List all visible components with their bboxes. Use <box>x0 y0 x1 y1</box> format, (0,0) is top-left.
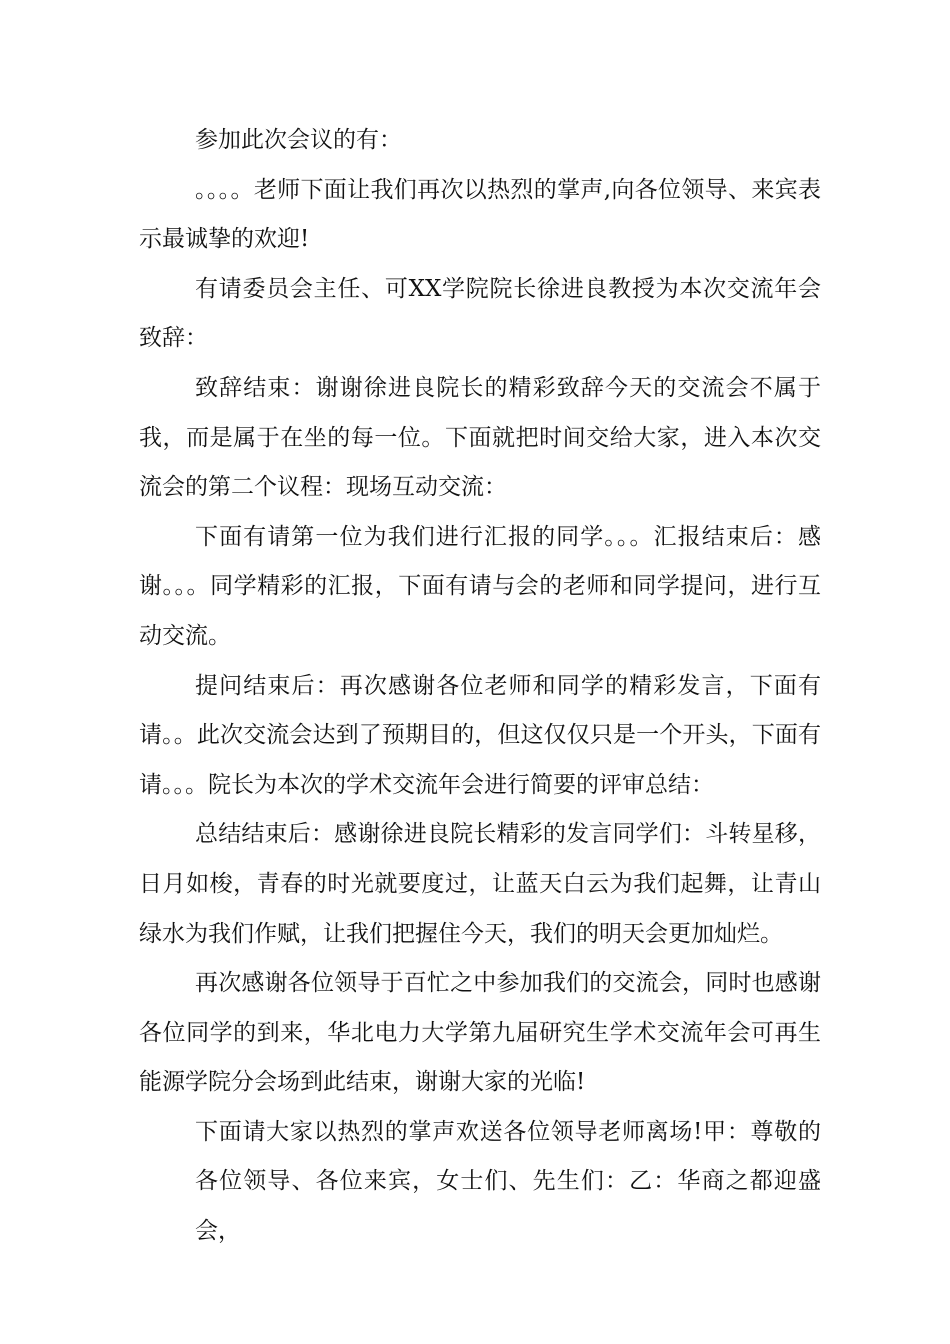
paragraph-invite-speech: 有请委员会主任、可XX学院院长徐进良教授为本次交流年会致辞： <box>139 275 821 352</box>
paragraph-first-report: 下面有请第一位为我们进行汇报的同学。。。汇报结束后：感谢。。。同学精彩的汇报，下面有请与会的老师和同学提问，进行互动交流。 <box>139 523 821 649</box>
paragraph-questions-end: 提问结束后：再次感谢各位老师和同学的精彩发言，下面有请。。此次交流会达到了预期目的，但这仅仅只是一个开头，下面有请。。。院长为本次的学术交流年会进行简要的评审总结： <box>139 672 821 798</box>
paragraph-attendees: 参加此次会议的有： <box>195 127 402 153</box>
paragraph-closing-thanks: 再次感谢各位领导于百忙之中参加我们的交流会，同时也感谢各位同学的到来，华北电力大学第九届研究生学术交流年会可再生能源学院分会场到此结束，谢谢大家的光临! <box>139 970 821 1096</box>
paragraph-welcome-applause: 。。。。老师下面让我们再次以热烈的掌声,向各位领导、来宾表示最诚挚的欢迎! <box>139 176 821 253</box>
paragraph-summary-end: 总结结束后：感谢徐进良院长精彩的发言同学们：斗转星移，日月如梭，青春的时光就要度过，让蓝天白云为我们起舞，让青山绿水为我们作赋，让我们把握住今天，我们的明天会更加灿烂。 <box>139 821 821 947</box>
paragraph-farewell: 下面请大家以热烈的掌声欢送各位领导老师离场!甲：尊敬的各位领导、各位来宾，女士们、先生们：乙：华商之都迎盛会， <box>195 1118 821 1245</box>
document-body <box>139 116 821 1257</box>
paragraph-speech-end: 致辞结束：谢谢徐进良院长的精彩致辞今天的交流会不属于我，而是属于在坐的每一位。下面就把时间交给大家，进入本次交流会的第二个议程：现场互动交流： <box>139 374 821 501</box>
